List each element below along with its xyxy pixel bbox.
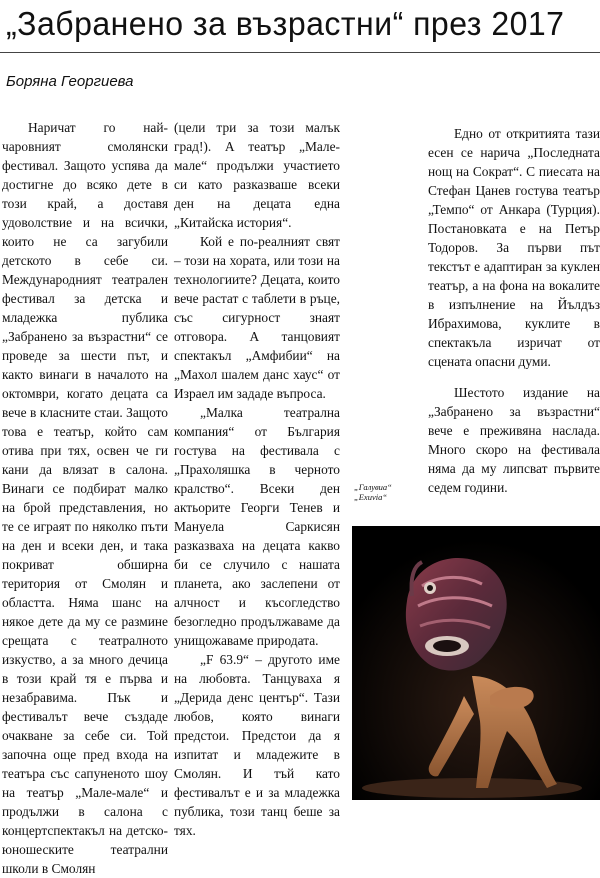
article-column-1 — [2, 118, 168, 878]
photo-caption-line: „Галувиа“ — [354, 482, 392, 492]
dancer-illustration — [352, 526, 600, 800]
paragraph: Кой е по-реалният свят – този на хората, или този на технологиите? Децата, които вече растат с таблети в ръце, със сигурност знаят отговора. А танцовият спектакъл „Амфибии“ на „Махол шалем данс хаус“ от Израел им зададе въпроса. — [174, 234, 340, 401]
article-headline: „Забранено за възрастни“ през 2017 — [6, 5, 565, 42]
article-column-2 — [174, 118, 340, 840]
photo-caption — [354, 482, 392, 502]
paragraph: (цели три за този малък град!). А театър „Мале-мале“ продължи участието си като разказваше всеки ден на децата една „Китайска история“. — [174, 120, 340, 230]
paragraph: Шестото издание на „Забранено за възрастни“ вече е преживяна наслада. Много скоро на фестивала няма да му липсват първите седем години. — [428, 385, 600, 495]
headline-divider — [0, 52, 600, 53]
paragraph: „Малка театрална компания“ от България гостува на фестивала с „Прахоляшка в черното кралство“. Всеки ден актьорите Георги Тенев и Мануела Саркисян разказваха на децата какво би се случило с нашата планета, ако заслепени от алчност и късогледство безогледно продължаваме да унищожаваме природата. — [174, 405, 340, 648]
article-author: Боряна Георгиева — [6, 73, 134, 90]
article-column-3 — [428, 124, 600, 497]
paragraph: „F 63.9“ – другото име на любовта. Танцуваха я „Деридa денс център“. Тази любов, която винаги предстои. Предстои да я изпитат и младежите в Смолян. И тъй като фестивалът е и за младежка публика, този танц беше за тях. — [174, 652, 340, 838]
photo-caption-line: „Exuvia“ — [354, 492, 388, 502]
paragraph: Наричат го най-чаровният смолянски фестивал. Защото успява да достигне до всяко дете в този край, а доставя удоволствие и на всички, които не са загубили детското в себе си. Международният театрален фестивал за детска и младежка публика „Забранено за възрастни“ се проведе за шести път, и както винаги в началото на октомври, когато децата са вече в класните стаи. Защото това е театър, който сам отива при тях, освен че ги кани да влязат в салона. Винаги се подбират малко на брой представления, но те се играят по няколко пъти на ден и всеки ден, и така покриват обширна територия от Смолян и областта. Няма шанс на някое дете да му се размине срещата с театралното изкуство, а за много дечица в този край тя е първа и незабравима. Пък и фестивалът вече създаде очакване за себе си. Той започна още пред входа на театъра със сапуненото шоу на театър „Мале-мале“ и продължи в салона с концертспектакъл на детско-юношеските театрални школи в Смолян — [2, 120, 168, 876]
paragraph: Едно от откритията тази есен се нарича „Последната нощ на Сократ“. С пиесата на Стефан Цанев гостува театър „Темпо“ от Анкара (Турция). Постановката е на Петър Тодоров. За първи път текстът е адаптиран за куклен театър, а на фона на вокалите в изпълнение на Йълдъз Ибрахимова, куклите в спектакъла изричат от сцената опасни думи. — [428, 126, 600, 369]
dance-performance-photo — [352, 526, 600, 800]
